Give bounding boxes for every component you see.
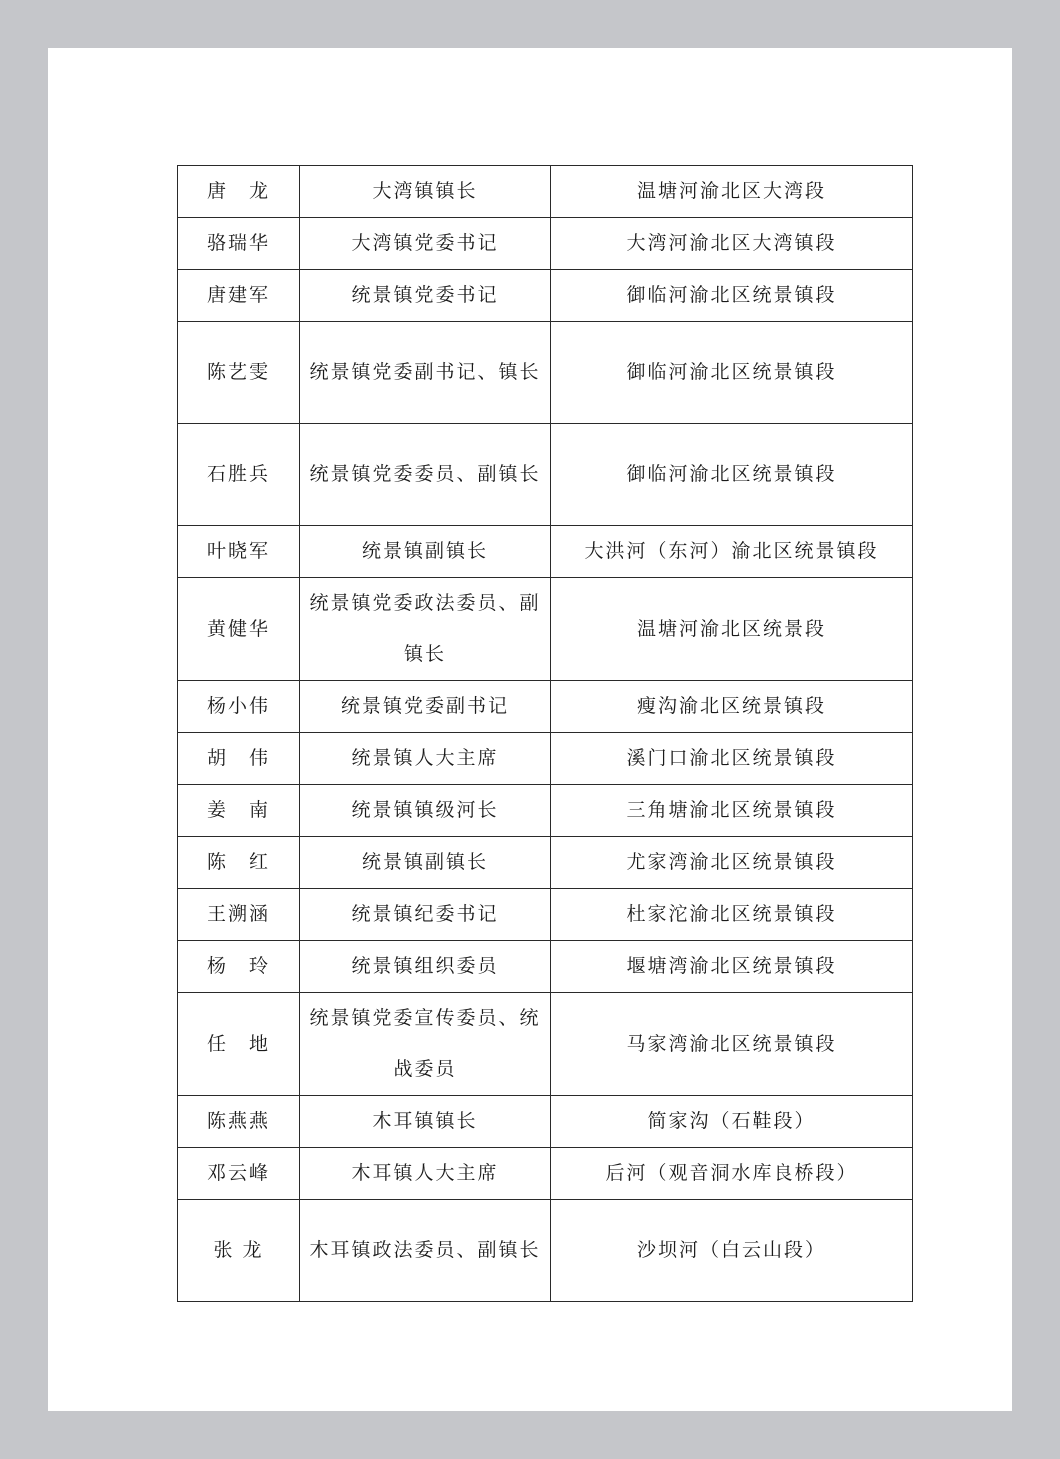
position-title: 木耳镇镇长 [300,1096,551,1148]
table-row [178,1096,913,1148]
table-row [178,837,913,889]
table-row [178,993,913,1096]
table-row [178,526,913,578]
position-title: 统景镇党委委员、副镇长 [300,424,551,526]
position-title: 统景镇纪委书记 [300,889,551,941]
position-title: 统景镇党委书记 [300,270,551,322]
person-name: 杨小伟 [178,681,300,733]
river-section: 尤家湾渝北区统景镇段 [551,837,913,889]
person-name: 王溯涵 [178,889,300,941]
river-section: 马家湾渝北区统景镇段 [551,993,913,1096]
table-row [178,889,913,941]
river-section: 温塘河渝北区统景段 [551,578,913,681]
table-row [178,218,913,270]
table-row [178,166,913,218]
river-section: 大洪河（东河）渝北区统景镇段 [551,526,913,578]
person-name: 任 地 [178,993,300,1096]
position-title: 统景镇人大主席 [300,733,551,785]
river-section: 御临河渝北区统景镇段 [551,424,913,526]
position-title: 统景镇党委副书记 [300,681,551,733]
position-title: 大湾镇镇长 [300,166,551,218]
river-section: 杜家沱渝北区统景镇段 [551,889,913,941]
table-row [178,424,913,526]
table-row [178,681,913,733]
person-name: 石胜兵 [178,424,300,526]
person-name: 唐建军 [178,270,300,322]
river-section: 堰塘湾渝北区统景镇段 [551,941,913,993]
person-name: 邓云峰 [178,1148,300,1200]
person-name: 陈燕燕 [178,1096,300,1148]
table-row [178,1200,913,1302]
position-title: 统景镇党委宣传委员、统战委员 [300,993,551,1096]
person-name: 杨 玲 [178,941,300,993]
river-section: 大湾河渝北区大湾镇段 [551,218,913,270]
document-page [48,48,1012,1411]
table-row [178,785,913,837]
position-title: 木耳镇政法委员、副镇长 [300,1200,551,1302]
river-section: 后河（观音洞水库良桥段） [551,1148,913,1200]
table-row [178,1148,913,1200]
river-section: 瘦沟渝北区统景镇段 [551,681,913,733]
river-section: 御临河渝北区统景镇段 [551,322,913,424]
position-title: 统景镇镇级河长 [300,785,551,837]
position-title: 大湾镇党委书记 [300,218,551,270]
table-row [178,322,913,424]
person-name: 陈 红 [178,837,300,889]
table-row [178,941,913,993]
position-title: 统景镇党委副书记、镇长 [300,322,551,424]
person-name: 张 龙 [178,1200,300,1302]
person-name: 叶晓军 [178,526,300,578]
person-name: 胡 伟 [178,733,300,785]
table-row [178,270,913,322]
person-name: 黄健华 [178,578,300,681]
position-title: 统景镇党委政法委员、副镇长 [300,578,551,681]
river-section: 三角塘渝北区统景镇段 [551,785,913,837]
position-title: 木耳镇人大主席 [300,1148,551,1200]
position-title: 统景镇副镇长 [300,837,551,889]
position-title: 统景镇组织委员 [300,941,551,993]
person-name: 陈艺雯 [178,322,300,424]
person-name: 姜 南 [178,785,300,837]
person-name: 唐 龙 [178,166,300,218]
table-row [178,733,913,785]
table-row [178,578,913,681]
river-section: 溪门口渝北区统景镇段 [551,733,913,785]
person-name: 骆瑞华 [178,218,300,270]
river-section: 御临河渝北区统景镇段 [551,270,913,322]
position-title: 统景镇副镇长 [300,526,551,578]
river-section: 温塘河渝北区大湾段 [551,166,913,218]
river-chief-table [177,165,913,1302]
river-section: 简家沟（石鞋段） [551,1096,913,1148]
river-section: 沙坝河（白云山段） [551,1200,913,1302]
